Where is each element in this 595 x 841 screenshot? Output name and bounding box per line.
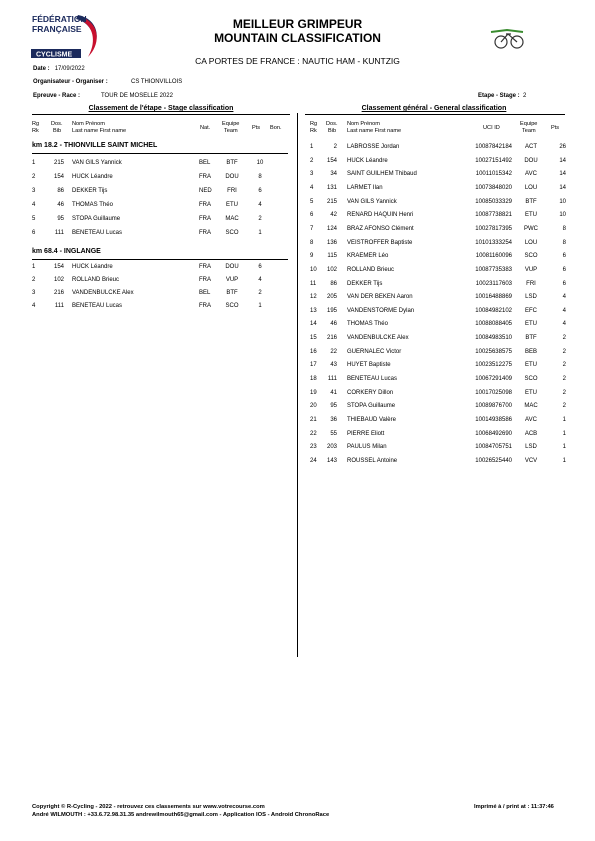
- cell-name: SAINT GUILHEM Thibaud: [347, 171, 417, 178]
- stage-classification-title: Classement de l'étape - Stage classification: [88, 105, 234, 112]
- cell-team: SCO: [524, 253, 538, 260]
- cell-rk: 14: [310, 321, 317, 328]
- ghdr-dos: Dos.: [326, 121, 338, 127]
- cell-pts: 1: [562, 430, 566, 437]
- cell-name: CORKERY Dillon: [347, 389, 394, 396]
- ghdr-bib: Bib: [328, 128, 337, 134]
- cell-team: VCV: [524, 457, 538, 464]
- cell-rk: 4: [32, 303, 36, 309]
- cell-name: LARMET Ilan: [347, 184, 383, 191]
- cell-team: MAC: [524, 403, 538, 410]
- title-en: MOUNTAIN CLASSIFICATION: [214, 31, 381, 45]
- cell-rk: 15: [310, 335, 317, 342]
- cell-name: RENARD HAQUIN Henri: [347, 212, 414, 219]
- cell-team: DOU: [225, 264, 239, 270]
- cell-bib: 95: [57, 216, 64, 222]
- cell-team: PWC: [524, 225, 538, 232]
- race-line: CA PORTES DE FRANCE : NAUTIC HAM - KUNTZIG: [195, 56, 400, 66]
- cell-bib: 102: [53, 277, 64, 283]
- cell-name: THOMAS Théo: [72, 202, 113, 208]
- cell-bib: 215: [53, 160, 64, 166]
- cell-uci: 10023512275: [475, 362, 512, 369]
- cell-rk: 6: [310, 212, 314, 219]
- cell-uci: 10085033329: [475, 198, 512, 205]
- cell-name: LABROSSE Jordan: [347, 144, 400, 150]
- hdr-name: Last name First name: [72, 128, 127, 134]
- cell-name: BRAZ AFONSO Clément: [347, 225, 414, 232]
- date-info: [33, 66, 85, 72]
- cell-pts: 1: [258, 303, 262, 309]
- cell-pts: 14: [559, 184, 566, 191]
- ghdr-name: Last name First name: [347, 128, 402, 134]
- cell-pts: 1: [562, 417, 566, 423]
- logo-line-2: FRANÇAISE: [32, 24, 82, 34]
- cell-bib: 154: [53, 174, 64, 180]
- hdr-pts: Pts: [252, 125, 261, 131]
- general-title-rule: [305, 114, 565, 115]
- cell-uci: 10084983510: [475, 335, 512, 342]
- race-info: [33, 93, 80, 99]
- cell-bib: 34: [330, 171, 337, 178]
- cell-rk: 21: [310, 417, 317, 423]
- cell-bib: 46: [57, 202, 64, 208]
- footer-contact: André WILMOUTH : +33.6.72.98.31.35 andrewilmouth65@gmail.com - Application IOS - Android ChronoRace: [32, 812, 330, 818]
- cell-name: HUCK Léandre: [347, 157, 388, 164]
- cell-name: VEISTROFFER Baptiste: [347, 239, 413, 246]
- cell-team: ETU: [525, 389, 537, 396]
- table-row: [0, 141, 595, 153]
- cell-name: STOPA Guillaume: [72, 216, 121, 222]
- cell-pts: 4: [258, 277, 262, 283]
- cell-rk: 3: [32, 188, 36, 194]
- cell-bib: 43: [330, 362, 337, 369]
- cell-bib: 111: [327, 376, 337, 383]
- cell-nat: FRA: [199, 303, 211, 309]
- table-row: [0, 291, 595, 303]
- cell-bib: 86: [330, 280, 337, 287]
- ghdr-rk: Rk: [310, 128, 317, 134]
- cell-pts: 1: [562, 444, 566, 451]
- cell-team: DOU: [225, 174, 239, 180]
- cell-name: PIERRE Eliott: [347, 430, 385, 437]
- table-row: [0, 387, 595, 399]
- table-row: [0, 237, 595, 249]
- cell-pts: 1: [562, 457, 566, 464]
- cell-pts: 6: [562, 253, 566, 260]
- cell-team: ACB: [524, 430, 538, 437]
- cell-pts: 26: [559, 144, 566, 150]
- table-row: [0, 359, 595, 371]
- cell-name: VANDENSTORME Dylan: [347, 307, 415, 314]
- cell-name: ROUSSEL Antoine: [347, 457, 398, 464]
- cell-rk: 6: [32, 230, 36, 236]
- cell-team: VUP: [225, 277, 239, 283]
- hdr-dos: Dos.: [51, 121, 63, 127]
- cell-rk: 20: [310, 403, 317, 410]
- cell-rk: 2: [32, 277, 36, 283]
- cell-team: BTF: [525, 335, 537, 342]
- cell-rk: 11: [310, 280, 317, 287]
- cell-name: VANDENBULCKE Alex: [347, 335, 409, 342]
- cell-pts: 6: [562, 280, 566, 287]
- cell-rk: 4: [32, 202, 36, 208]
- hdr-bon: Bon.: [270, 125, 282, 131]
- cell-team: DOU: [524, 157, 538, 164]
- cell-bib: 131: [326, 184, 337, 191]
- cell-uci: 10088088405: [475, 321, 512, 328]
- table-row: [0, 441, 595, 453]
- date-value: 17/09/2022: [54, 66, 85, 72]
- table-row: [0, 250, 595, 262]
- cell-name: KRAEMER Léo: [347, 253, 389, 260]
- cell-team: AVC: [525, 417, 537, 423]
- cell-team: SCO: [225, 303, 239, 309]
- hdr-bib: Bib: [53, 128, 62, 134]
- table-row: [0, 332, 595, 344]
- cell-pts: 14: [559, 171, 566, 178]
- stage-section-1-title: km 18.2 - THIONVILLE SAINT MICHEL: [32, 142, 158, 149]
- cell-rk: 10: [310, 266, 317, 273]
- cell-team: FRI: [227, 188, 237, 194]
- cell-bib: 115: [327, 253, 337, 260]
- cell-pts: 2: [562, 389, 566, 396]
- title-fr: MEILLEUR GRIMPEUR: [232, 17, 363, 31]
- hdr-nom: Nom Prénom: [72, 121, 105, 127]
- cell-bib: 2: [333, 144, 337, 150]
- cell-bib: 154: [326, 157, 337, 164]
- cell-uci: 10027151492: [475, 157, 512, 164]
- cell-rk: 1: [32, 160, 36, 166]
- cell-nat: FRA: [199, 202, 211, 208]
- cell-name: VAN GILS Yannick: [72, 160, 122, 166]
- cell-name: HUYET Baptiste: [347, 362, 391, 369]
- cell-name: STOPA Guillaume: [347, 403, 396, 410]
- cell-uci: 10087738821: [475, 212, 512, 219]
- cell-pts: 4: [258, 202, 262, 208]
- cell-rk: 4: [310, 184, 314, 191]
- cell-bib: 102: [326, 266, 337, 273]
- cell-bib: 42: [330, 212, 337, 219]
- cell-team: EFC: [525, 307, 537, 314]
- cell-pts: 8: [258, 174, 262, 180]
- cell-rk: 18: [310, 376, 317, 383]
- cell-rk: 16: [310, 348, 317, 355]
- cell-pts: 8: [562, 225, 566, 232]
- cell-team: ETU: [525, 321, 537, 328]
- cell-bib: 95: [330, 403, 337, 410]
- cell-uci: 10027817395: [475, 225, 512, 232]
- table-row: [0, 264, 595, 276]
- cell-uci: 10023117603: [475, 280, 512, 287]
- table-row: [0, 305, 595, 317]
- cell-rk: 17: [310, 362, 317, 369]
- cell-nat: FRA: [199, 174, 211, 180]
- cell-uci: 10026525440: [475, 457, 512, 464]
- cell-bib: 86: [57, 188, 64, 194]
- stage-value: 2: [523, 93, 527, 99]
- cell-rk: 1: [310, 144, 314, 150]
- cell-name: ROLLAND Brieuc: [347, 266, 395, 273]
- cell-name: BENETEAU Lucas: [347, 376, 398, 383]
- table-row: [0, 182, 595, 194]
- cell-rk: 22: [310, 430, 317, 437]
- cell-uci: 10068492690: [475, 430, 512, 437]
- cell-uci: 10084705751: [475, 444, 512, 451]
- cell-bib: 136: [326, 239, 337, 246]
- cell-name: BENETEAU Lucas: [72, 230, 123, 236]
- cell-rk: 19: [310, 389, 317, 396]
- cell-team: ETU: [525, 212, 537, 219]
- cell-uci: 10025638575: [475, 348, 512, 355]
- cell-name: THOMAS Théo: [347, 321, 388, 328]
- table-row: [0, 318, 595, 330]
- cell-team: BEB: [524, 348, 537, 355]
- cell-name: HUCK Léandre: [72, 174, 113, 180]
- cell-team: BTF: [226, 160, 238, 166]
- organiser-label: Organisateur - Organiser :: [33, 79, 108, 85]
- cell-name: DEKKER Tijs: [347, 280, 383, 287]
- logo-line-1: FÉDÉRATION: [32, 14, 87, 24]
- cell-team: ACT: [525, 144, 537, 150]
- date-label: Date :: [33, 66, 50, 72]
- cell-nat: FRA: [199, 277, 211, 283]
- cell-uci: 10067291409: [475, 376, 512, 383]
- cell-uci: 10089876700: [475, 403, 512, 410]
- stage-title-rule: [32, 114, 290, 115]
- stage-section-2-title: km 68.4 - INGLANGE: [32, 248, 101, 255]
- cell-pts: 10: [559, 198, 566, 205]
- cell-name: THIEBAUD Valère: [347, 417, 396, 423]
- table-row: [0, 373, 595, 385]
- cell-bib: 111: [54, 230, 64, 236]
- cell-name: VAN DER BEKEN Aaron: [347, 294, 413, 301]
- cell-pts: 6: [258, 264, 262, 270]
- hdr-rg: Rg: [32, 121, 40, 127]
- cell-pts: 8: [562, 239, 566, 246]
- ghdr-pts: Pts: [551, 125, 560, 131]
- cell-team: SCO: [225, 230, 239, 236]
- hdr-equipe: Equipe: [222, 121, 240, 127]
- cell-rk: 8: [310, 239, 314, 246]
- cell-uci: 10087842184: [475, 144, 512, 150]
- cell-rk: 23: [310, 444, 317, 451]
- cell-bib: 55: [330, 430, 337, 437]
- table-row: [0, 346, 595, 358]
- cell-bib: 111: [54, 303, 64, 309]
- cell-name: GUERNALEC Victor: [347, 348, 402, 355]
- cell-bib: 22: [330, 348, 337, 355]
- cell-bib: 41: [330, 389, 337, 396]
- cell-rk: 12: [310, 294, 317, 301]
- table-row: [0, 196, 595, 208]
- cell-uci: 10017025098: [475, 389, 512, 396]
- cell-pts: 6: [562, 266, 566, 273]
- cell-uci: 10084982102: [475, 307, 512, 314]
- cell-nat: BEL: [199, 160, 211, 166]
- general-table-header: [0, 121, 595, 137]
- cell-team: LSD: [525, 294, 537, 301]
- table-row: [0, 428, 595, 440]
- cell-pts: 2: [562, 403, 566, 410]
- footer-copyright: Copyright © R-Cycling - 2022 - retrouvez ces classements sur www.votrecourse.com: [32, 804, 265, 810]
- cell-name: DEKKER Tijs: [72, 188, 108, 194]
- cell-team: AVC: [525, 171, 537, 178]
- cell-pts: 6: [258, 188, 262, 194]
- cell-name: BENETEAU Lucas: [72, 303, 123, 309]
- cell-pts: 4: [562, 307, 566, 314]
- cell-pts: 4: [562, 294, 566, 301]
- general-classification-title: Classement général - General classification: [361, 105, 507, 112]
- table-row: [0, 168, 595, 180]
- cell-team: BTF: [525, 198, 537, 205]
- cell-pts: 4: [562, 321, 566, 328]
- cell-team: VUP: [524, 266, 538, 273]
- cell-pts: 2: [562, 348, 566, 355]
- cell-name: ROLLAND Brieuc: [72, 277, 120, 283]
- cell-bib: 203: [326, 444, 337, 451]
- table-row: [0, 155, 595, 167]
- cell-name: PAULUS Milan: [347, 444, 387, 451]
- table-row: [0, 455, 595, 467]
- cell-bib: 205: [326, 294, 337, 301]
- cell-bib: 216: [53, 290, 64, 296]
- cell-bib: 46: [330, 321, 337, 328]
- hdr-rk: Rk: [32, 128, 39, 134]
- organiser-info: [33, 79, 108, 85]
- cell-rk: 9: [310, 253, 314, 260]
- cell-uci: 10073848020: [475, 184, 512, 191]
- cell-rk: 3: [32, 290, 36, 296]
- ghdr-team: Team: [522, 128, 536, 134]
- table-row: [0, 209, 595, 221]
- ghdr-rg: Rg: [310, 121, 318, 127]
- cell-pts: 2: [562, 362, 566, 369]
- race-value: TOUR DE MOSELLE 2022: [101, 93, 173, 99]
- cell-pts: 14: [559, 157, 566, 164]
- cell-bib: 124: [326, 225, 337, 232]
- table-row: [0, 278, 595, 290]
- cell-uci: 10014938586: [475, 417, 512, 423]
- cell-rk: 2: [310, 157, 314, 164]
- stage-label: Etape - Stage :: [478, 93, 520, 99]
- stage-info: [478, 93, 526, 99]
- cell-bib: 36: [330, 417, 337, 423]
- cell-team: ETU: [226, 202, 238, 208]
- cell-team: LOU: [524, 239, 538, 246]
- logo-line-3: CYCLISME: [36, 51, 73, 59]
- cell-team: LOU: [524, 184, 538, 191]
- cell-name: VANDENBULCKE Alex: [72, 290, 134, 296]
- cell-bib: 195: [326, 307, 337, 314]
- cell-team: BTF: [226, 290, 238, 296]
- cell-uci: 10016488869: [475, 294, 512, 301]
- cell-rk: 5: [32, 216, 36, 222]
- cell-pts: 2: [562, 376, 566, 383]
- ghdr-equipe: Equipe: [520, 121, 538, 127]
- cell-nat: FRA: [199, 230, 211, 236]
- cell-nat: NED: [199, 188, 212, 194]
- ghdr-nom: Nom Prénom: [347, 121, 380, 127]
- cell-uci: 10081160096: [475, 253, 512, 260]
- cell-rk: 2: [32, 174, 36, 180]
- cell-uci: 10011015342: [475, 171, 512, 178]
- cell-bib: 143: [326, 457, 337, 464]
- cell-team: SCO: [524, 376, 538, 383]
- cell-team: FRI: [526, 280, 536, 287]
- cell-team: MAC: [225, 216, 239, 222]
- cell-rk: 7: [310, 225, 314, 232]
- ghdr-uci: UCI ID: [483, 125, 500, 131]
- table-row: [0, 223, 595, 235]
- cell-pts: 2: [562, 335, 566, 342]
- cell-pts: 10: [256, 160, 264, 166]
- cell-rk: 5: [310, 198, 314, 205]
- table-row: [0, 414, 595, 426]
- cell-team: LSD: [525, 444, 537, 451]
- cell-bib: 154: [53, 264, 64, 270]
- cell-nat: BEL: [199, 290, 211, 296]
- footer-printed: Imprimé à / print at : 11:37:46: [474, 804, 554, 810]
- cell-pts: 2: [258, 290, 262, 296]
- organiser-value: CS THIONVILLOIS: [131, 79, 183, 85]
- cell-pts: 10: [559, 212, 566, 219]
- cell-uci: 10101333254: [475, 239, 512, 246]
- race-label: Epreuve - Race :: [33, 93, 81, 99]
- cell-rk: 3: [310, 171, 314, 178]
- cell-rk: 13: [310, 307, 317, 314]
- cell-pts: 1: [258, 230, 262, 236]
- cell-name: VAN GILS Yannick: [347, 198, 397, 205]
- cell-rk: 1: [32, 264, 36, 270]
- cell-bib: 215: [326, 198, 337, 205]
- table-row: [0, 400, 595, 412]
- cell-name: HUCK Léandre: [72, 264, 113, 270]
- hdr-team: Team: [224, 128, 238, 134]
- cell-uci: 10087735383: [475, 266, 512, 273]
- cell-bib: 216: [326, 335, 337, 342]
- cell-pts: 2: [258, 216, 262, 222]
- cell-rk: 24: [310, 457, 317, 464]
- hdr-nat: Nat.: [200, 125, 211, 131]
- cell-team: ETU: [525, 362, 537, 369]
- cell-nat: FRA: [199, 264, 211, 270]
- cell-nat: FRA: [199, 216, 211, 222]
